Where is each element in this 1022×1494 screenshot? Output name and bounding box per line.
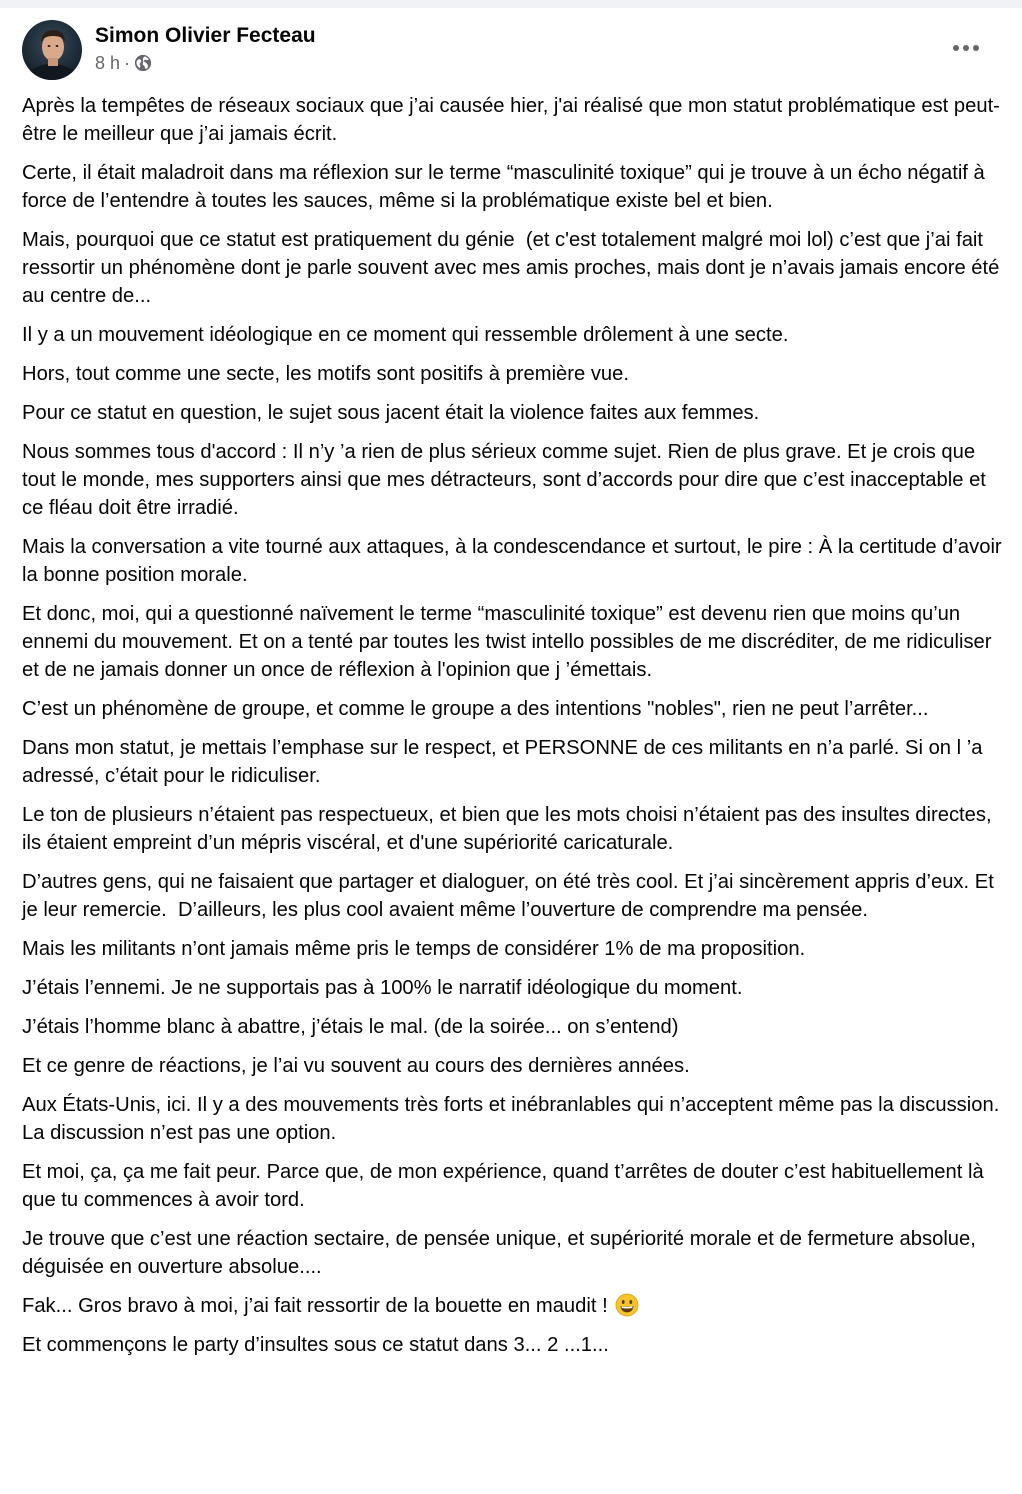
post-paragraph: C’est un phénomène de groupe, et comme le groupe a des intentions "nobles", rien ne peut l’arrêter... — [22, 698, 929, 720]
author-avatar[interactable] — [22, 20, 82, 80]
globe-icon[interactable] — [134, 54, 152, 72]
post-paragraph: Dans mon statut, je mettais l’emphase sur le respect, et PERSONNE de ces militants en n’a parlé. Si on l ’a adressé, c’était pour le ridiculiser. — [22, 737, 989, 787]
post-paragraph-with-emoji — [22, 1292, 1002, 1320]
post-paragraph: Mais, pourquoi que ce statut est pratiquement du génie (et c'est totalement malgré moi lol) c’est que j’ai fait ressortir un phénomène dont je parle souvent avec mes amis proches, mais dont je n’avais jamais encore été au centre de... — [22, 229, 1005, 307]
post-timestamp[interactable]: 8 h — [95, 52, 121, 73]
more-horizontal-icon — [952, 44, 980, 52]
post-paragraph: Et donc, moi, qui a questionné naïvement le terme “masculinité toxique” est devenu rien que moins qu’un ennemi du mouvement. Et on a tenté par toutes les twist intello possibles de me discréditer, de me ridiculiser et de ne jamais donner un once de réflexion à l'opinion que j ’émettais. — [22, 603, 998, 681]
post-paragraph: Certe, il était maladroit dans ma réflexion sur le terme “masculinité toxique” qui je trouve à un écho négatif à force de l’entendre à toutes les sauces, même si la problématique existe bel et bien. — [22, 162, 991, 212]
post-paragraph-text: Fak... Gros bravo à moi, j’ai fait ressortir de la bouette en maudit ! — [22, 1295, 608, 1317]
post-card — [0, 8, 1022, 1494]
post-paragraph: Et ce genre de réactions, je l’ai vu souvent au cours des dernières années. — [22, 1055, 690, 1077]
post-text — [22, 92, 1008, 1370]
post-paragraph: Et commençons le party d’insultes sous ce statut dans 3... 2 ...1... — [22, 1334, 609, 1356]
post-paragraph: Mais les militants n’ont jamais même pris le temps de considérer 1% de ma proposition. — [22, 938, 806, 960]
grinning-face-emoji-icon — [615, 1293, 639, 1317]
author-name[interactable]: Simon Olivier Fecteau — [95, 23, 316, 47]
post-paragraph: Je trouve que c’est une réaction sectaire, de pensée unique, et supériorité morale et de fermeture absolue, déguisée en ouverture absolue.... — [22, 1228, 982, 1278]
post-paragraph: Après la tempêtes de réseaux sociaux que j’ai causée hier, j'ai réalisé que mon statut problématique est peut-être le meilleur que j’ai jamais écrit. — [22, 95, 1000, 145]
post-paragraph: Le ton de plusieurs n’étaient pas respectueux, et bien que les mots choisi n’étaient pas des insultes directes, ils étaient empreint d’un mépris viscéral, et d'une supériorité caricaturale. — [22, 804, 998, 854]
post-paragraph: Hors, tout comme une secte, les motifs sont positifs à première vue. — [22, 363, 629, 385]
post-meta — [95, 52, 316, 74]
post-paragraph: Aux États-Unis, ici. Il y a des mouvements très forts et inébranlables qui n’acceptent même pas la discussion. La discussion n’est pas une option. — [22, 1094, 1005, 1144]
avatar-image — [22, 20, 82, 80]
post-header — [22, 20, 316, 80]
meta-separator: · — [124, 52, 131, 73]
post-paragraph: D’autres gens, qui ne faisaient que partager et dialoguer, on été très cool. Et j’ai sincèrement appris d’eux. Et je leur remercie. D’ailleurs, les plus cool avaient même l’ouverture de comprendre ma pensée. — [22, 871, 1000, 921]
post-paragraph: Mais la conversation a vite tourné aux attaques, à la condescendance et surtout, le pire : À la certitude d’avoir la bonne position morale. — [22, 536, 1008, 586]
author-block — [95, 23, 316, 74]
post-paragraph: Pour ce statut en question, le sujet sous jacent était la violence faites aux femmes. — [22, 402, 760, 424]
post-paragraph: Il y a un mouvement idéologique en ce moment qui ressemble drôlement à une secte. — [22, 324, 789, 346]
post-paragraph: J’étais l’ennemi. Je ne supportais pas à 100% le narratif idéologique du moment. — [22, 977, 743, 999]
more-options-button[interactable] — [946, 32, 986, 64]
post-paragraph: Et moi, ça, ça me fait peur. Parce que, de mon expérience, quand t’arrêtes de douter c’est habituellement là que tu commences à avoir tord. — [22, 1161, 990, 1211]
post-paragraph: Nous sommes tous d'accord : Il n’y ’a rien de plus sérieux comme sujet. Rien de plus grave. Et je crois que tout le monde, mes supporters ainsi que mes détracteurs, sont d’accords pour dire que c’est inacceptable et ce fléau doit être irradié. — [22, 441, 992, 519]
post-paragraph: J’étais l’homme blanc à abattre, j’étais le mal. (de la soirée... on s’entend) — [22, 1016, 679, 1038]
